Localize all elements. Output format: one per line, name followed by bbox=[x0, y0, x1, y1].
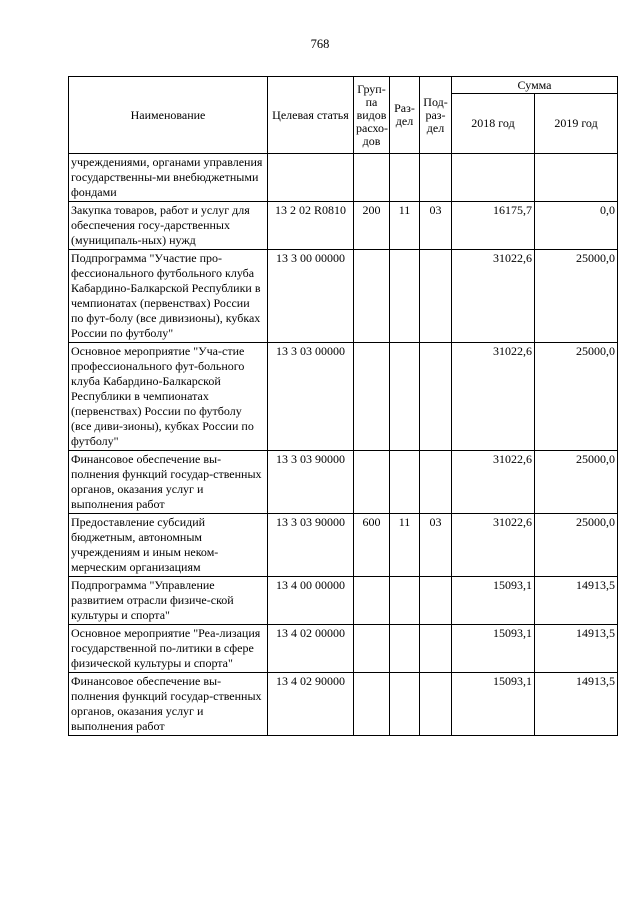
header-article: Целевая статья bbox=[268, 77, 354, 154]
cell-code: 13 3 00 00000 bbox=[268, 250, 354, 343]
header-name: Наименование bbox=[69, 77, 268, 154]
cell-subsection bbox=[420, 343, 452, 451]
cell-section bbox=[390, 250, 420, 343]
cell-group bbox=[354, 577, 390, 625]
cell-name: учреждениями, органами управления государственны-ми внебюджетными фондами bbox=[69, 154, 268, 202]
table-row bbox=[69, 673, 618, 736]
cell-y2019: 25000,0 bbox=[535, 451, 618, 514]
cell-y2019: 14913,5 bbox=[535, 673, 618, 736]
cell-group: 200 bbox=[354, 202, 390, 250]
cell-section bbox=[390, 154, 420, 202]
table-row bbox=[69, 625, 618, 673]
cell-section: 11 bbox=[390, 514, 420, 577]
cell-group bbox=[354, 154, 390, 202]
cell-y2018: 31022,6 bbox=[452, 514, 535, 577]
cell-name: Подпрограмма "Участие про-фессионального футбольного клуба Кабардино-Балкарской Республики в чемпионатах (первенствах) России по фут-болу (все дивизионы), кубках России по футболу" bbox=[69, 250, 268, 343]
cell-section bbox=[390, 577, 420, 625]
header-group: Груп-па видов расхо-дов bbox=[354, 77, 390, 154]
cell-code: 13 3 03 00000 bbox=[268, 343, 354, 451]
cell-code: 13 4 02 90000 bbox=[268, 673, 354, 736]
cell-subsection bbox=[420, 154, 452, 202]
header-subsection: Под-раз-дел bbox=[420, 77, 452, 154]
cell-y2018: 31022,6 bbox=[452, 250, 535, 343]
cell-y2019: 14913,5 bbox=[535, 577, 618, 625]
cell-section bbox=[390, 625, 420, 673]
cell-section bbox=[390, 451, 420, 514]
cell-group bbox=[354, 625, 390, 673]
cell-name: Основное мероприятие "Реа-лизация государственной по-литики в сфере физической культуры и спорта" bbox=[69, 625, 268, 673]
cell-group bbox=[354, 451, 390, 514]
header-year-2018: 2018 год bbox=[452, 94, 535, 154]
cell-y2019: 25000,0 bbox=[535, 250, 618, 343]
cell-name: Финансовое обеспечение вы-полнения функций государ-ственных органов, оказания услуг и выполнения работ bbox=[69, 673, 268, 736]
cell-name: Предоставление субсидий бюджетным, автономным учреждениям и иным неком-мерческим организациям bbox=[69, 514, 268, 577]
cell-y2018: 15093,1 bbox=[452, 577, 535, 625]
header-year-2019: 2019 год bbox=[535, 94, 618, 154]
cell-y2019: 14913,5 bbox=[535, 625, 618, 673]
cell-subsection bbox=[420, 250, 452, 343]
cell-code bbox=[268, 154, 354, 202]
cell-y2018: 15093,1 bbox=[452, 673, 535, 736]
cell-name: Основное мероприятие "Уча-стие профессионального фут-больного клуба Кабардино-Балкарской Республики в чемпионатах (первенствах) России по футболу (все диви-зионы), кубках России по футболу" bbox=[69, 343, 268, 451]
cell-section: 11 bbox=[390, 202, 420, 250]
cell-y2019: 25000,0 bbox=[535, 514, 618, 577]
cell-name: Закупка товаров, работ и услуг для обеспечения госу-дарственных (муниципаль-ных) нужд bbox=[69, 202, 268, 250]
cell-subsection bbox=[420, 673, 452, 736]
budget-table bbox=[68, 76, 618, 736]
cell-group bbox=[354, 343, 390, 451]
cell-y2018: 31022,6 bbox=[452, 451, 535, 514]
cell-code: 13 4 00 00000 bbox=[268, 577, 354, 625]
cell-subsection bbox=[420, 625, 452, 673]
cell-y2019 bbox=[535, 154, 618, 202]
cell-y2019: 25000,0 bbox=[535, 343, 618, 451]
cell-name: Подпрограмма "Управление развитием отрасли физиче-ской культуры и спорта" bbox=[69, 577, 268, 625]
cell-code: 13 3 03 90000 bbox=[268, 451, 354, 514]
table-row bbox=[69, 250, 618, 343]
cell-section bbox=[390, 673, 420, 736]
table-row bbox=[69, 343, 618, 451]
cell-group bbox=[354, 673, 390, 736]
cell-subsection bbox=[420, 451, 452, 514]
header-sum: Сумма bbox=[452, 77, 618, 94]
table-row bbox=[69, 202, 618, 250]
cell-subsection bbox=[420, 577, 452, 625]
page-number: 768 bbox=[310, 37, 330, 51]
table-row bbox=[69, 154, 618, 202]
cell-name: Финансовое обеспечение вы-полнения функций государ-ственных органов, оказания услуг и выполнения работ bbox=[69, 451, 268, 514]
cell-y2019: 0,0 bbox=[535, 202, 618, 250]
cell-y2018: 16175,7 bbox=[452, 202, 535, 250]
cell-y2018 bbox=[452, 154, 535, 202]
cell-subsection: 03 bbox=[420, 202, 452, 250]
header-section: Раз-дел bbox=[390, 77, 420, 154]
cell-code: 13 4 02 00000 bbox=[268, 625, 354, 673]
cell-subsection: 03 bbox=[420, 514, 452, 577]
cell-y2018: 15093,1 bbox=[452, 625, 535, 673]
table-row bbox=[69, 577, 618, 625]
cell-section bbox=[390, 343, 420, 451]
cell-group bbox=[354, 250, 390, 343]
cell-code: 13 3 03 90000 bbox=[268, 514, 354, 577]
cell-y2018: 31022,6 bbox=[452, 343, 535, 451]
table-row bbox=[69, 451, 618, 514]
table-row bbox=[69, 514, 618, 577]
cell-group: 600 bbox=[354, 514, 390, 577]
cell-code: 13 2 02 R0810 bbox=[268, 202, 354, 250]
